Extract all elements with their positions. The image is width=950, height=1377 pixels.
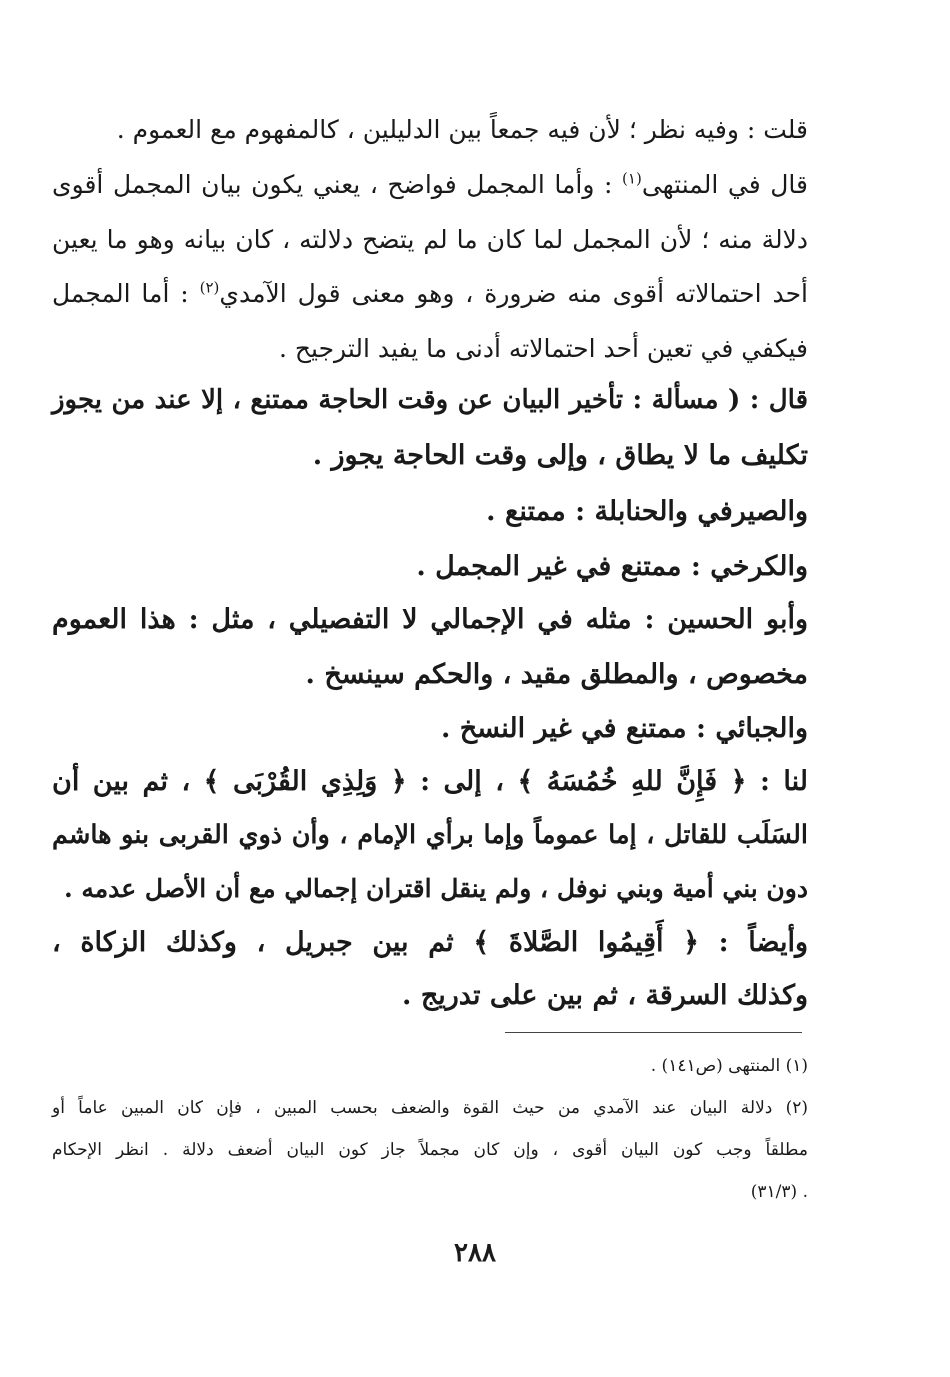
body-line-8: والصيرفي والحنابلة : ممتنع . [486, 496, 808, 527]
body-line-1: قلت : وفيه نظر ؛ لأن فيه جمعاً بين الدليلين ، كالمفهوم مع العموم . [116, 115, 808, 144]
footnote-1: (١) المنتهى (ص١٤١) . [650, 1056, 808, 1076]
body-line-9: والكرخي : ممتنع في غير المجمل . [416, 551, 808, 582]
body-line-6: قال : ( مسألة : تأخير البيان عن وقت الحاجة ممتنع ، إلا عند من يجوز [52, 385, 808, 415]
body-line-14: السَلَب للقاتل ، إما عموماً وإما برأي الإمام ، وأن ذوي القربى بنو هاشم [52, 820, 808, 850]
body-line-7: تكليف ما لا يطاق ، وإلى وقت الحاجة يجوز . [312, 440, 808, 471]
body-line-4 [52, 279, 808, 308]
line-4-end: : أما المجمل [52, 279, 200, 308]
body-line-12: والجبائي : ممتنع في غير النسخ . [440, 713, 808, 744]
body-line-17: وكذلك السرقة ، ثم بين على تدريج . [402, 980, 808, 1011]
line-2-start: قال في المنتهى [641, 170, 808, 199]
page-number: ٢٨٨ [454, 1238, 496, 1268]
body-line-3: دلالة منه ؛ لأن المجمل لما كان ما لم يتضح دلالته ، كان بيانه وهو ما يعين [52, 225, 808, 254]
body-line-11: مخصوص ، والمطلق مقيد ، والحكم سينسخ . [305, 659, 808, 690]
body-line-13: لنا : ﴿ فَإِنَّ للهِ خُمُسَهُ ﴾ ، إلى : ﴿ وَلِذِي القُرْبَى ﴾ ، ثم بين أن [52, 766, 808, 797]
footnote-2-line-3: . (٣١/٣) [750, 1182, 808, 1202]
footnote-2-line-2: مطلقاً وجب كون البيان أقوى ، وإن كان مجملاً جاز كون البيان أضعف دلالة . انظر الإحكام [52, 1140, 808, 1160]
body-line-2 [52, 170, 808, 199]
body-line-16: وأيضاً : ﴿ أَقِيمُوا الصَّلاةَ ﴾ ثم بين جبريل ، وكذلك الزكاة ، [52, 927, 808, 958]
line-2-end: : وأما المجمل فواضح ، يعني يكون بيان المجمل أقوى [52, 170, 623, 199]
footnote-2-line-1: (٢) دلالة البيان عند الآمدي من حيث القوة والضعف بحسب المبين ، فإن كان المبين عاماً أو [52, 1098, 808, 1118]
line-4-start: أحد احتمالاته أقوى منه ضرورة ، وهو معنى قول الآمدي [219, 279, 808, 308]
body-line-15: دون بني أمية وبني نوفل ، ولم ينقل اقتران إجمالي مع أن الأصل عدمه . [63, 874, 808, 903]
body-line-10: وأبو الحسين : مثله في الإجمالي لا التفصيلي ، مثل : هذا العموم [52, 604, 808, 635]
footnote-ref-1[interactable]: (١) [622, 169, 642, 188]
body-line-5: فيكفي في تعين أحد احتمالاته أدنى ما يفيد الترجيح . [279, 334, 808, 363]
footnote-separator [505, 1032, 802, 1033]
footnote-ref-2[interactable]: (٢) [199, 278, 220, 297]
